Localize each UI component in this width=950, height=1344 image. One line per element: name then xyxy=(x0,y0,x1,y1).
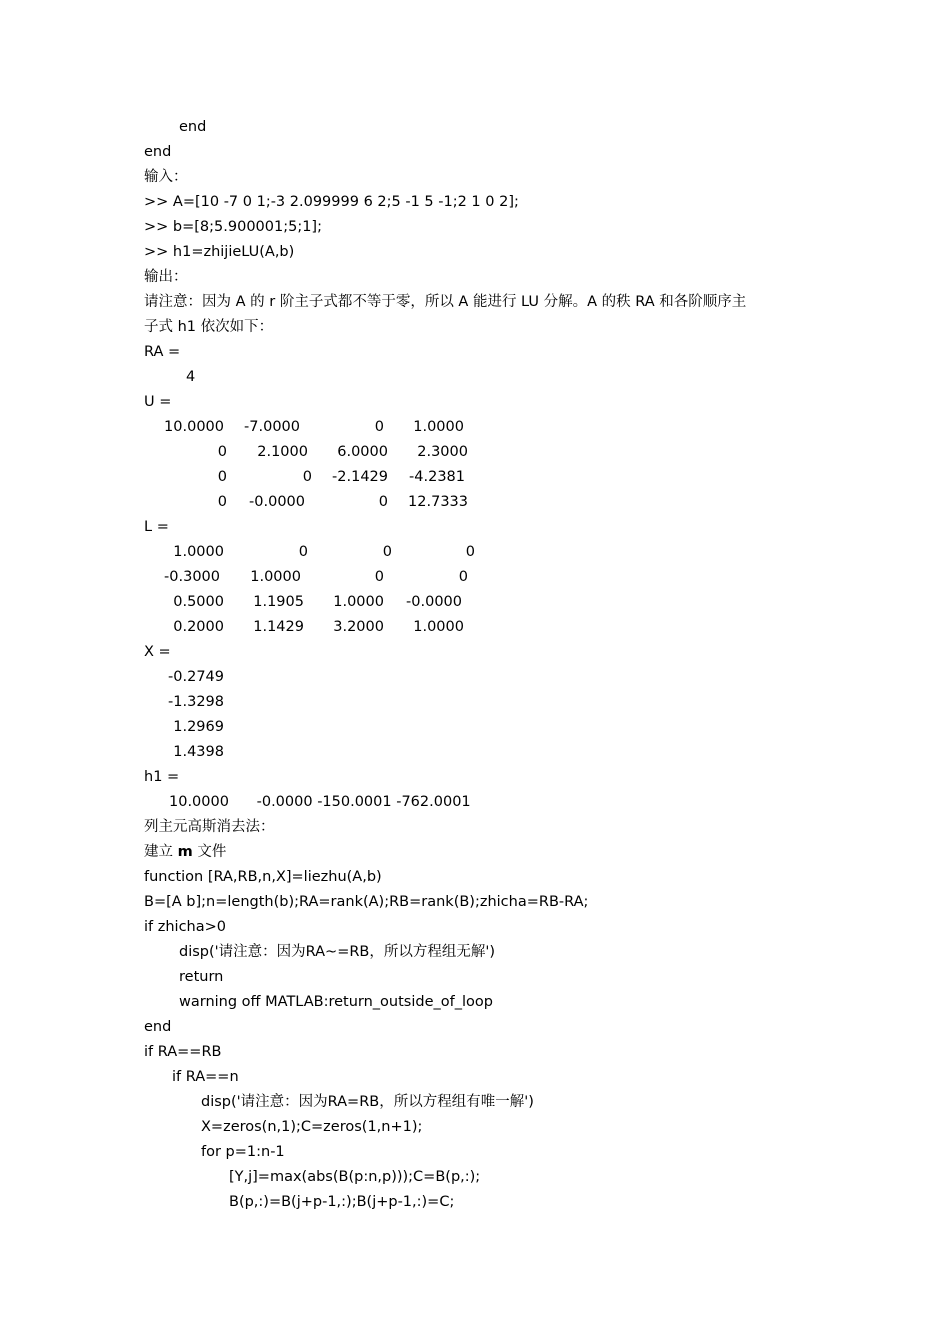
code-line: disp('请注意：因为RA~=RB，所以方程组无解') xyxy=(179,944,496,960)
u-label: U = xyxy=(144,394,172,410)
l-cell: 1.0000 xyxy=(173,544,224,560)
u-cell: 0 xyxy=(374,419,384,435)
input-label: 输入： xyxy=(144,169,188,185)
code-line: end xyxy=(144,1019,172,1035)
l-cell: 0.5000 xyxy=(173,594,224,610)
l-cell: 1.0000 xyxy=(413,619,464,635)
code-line: disp('请注意：因为RA=RB，所以方程组有唯一解') xyxy=(201,1094,534,1110)
l-cell: -0.3000 xyxy=(164,569,220,585)
l-cell: 1.1905 xyxy=(253,594,304,610)
u-cell: -4.2381 xyxy=(409,469,465,485)
code-line: if RA==n xyxy=(172,1069,239,1085)
u-cell: 0 xyxy=(302,469,312,485)
u-cell: 2.3000 xyxy=(417,444,468,460)
l-cell: 0 xyxy=(298,544,308,560)
l-cell: 1.0000 xyxy=(250,569,301,585)
u-cell: 0 xyxy=(217,494,227,510)
h1-values: 10.0000 -0.0000 -150.0001 -762.0001 xyxy=(169,794,471,810)
l-cell: 0.2000 xyxy=(173,619,224,635)
code-end-inner: end xyxy=(179,119,207,135)
code-line: X=zeros(n,1);C=zeros(1,n+1); xyxy=(201,1119,423,1135)
l-cell: 0 xyxy=(458,569,468,585)
command-a: >> A=[10 -7 0 1;-3 2.099999 6 2;5 -1 5 -1;2 1 0 2]; xyxy=(144,194,519,210)
l-cell: 1.1429 xyxy=(253,619,304,635)
x-label: X = xyxy=(144,644,171,660)
command-b: >> b=[8;5.900001;5;1]; xyxy=(144,219,322,235)
note-line-1: 请注意：因为 A 的 r 阶主子式都不等于零，所以 A 能进行 LU 分解。A 的秩 RA 和各阶顺序主 xyxy=(144,294,747,310)
mfile-bold: m xyxy=(177,844,193,860)
output-label: 输出： xyxy=(144,269,188,285)
mfile-line xyxy=(144,840,226,865)
u-cell: 6.0000 xyxy=(337,444,388,460)
u-cell: 10.0000 xyxy=(164,419,224,435)
l-cell: 0 xyxy=(382,544,392,560)
u-cell: 12.7333 xyxy=(408,494,468,510)
command-h1: >> h1=zhijieLU(A,b) xyxy=(144,244,295,260)
code-line: for p=1:n-1 xyxy=(201,1144,285,1160)
code-line: function [RA,RB,n,X]=liezhu(A,b) xyxy=(144,869,382,885)
x-cell: -1.3298 xyxy=(168,694,224,710)
ra-label: RA = xyxy=(144,344,181,360)
section-title: 列主元高斯消去法： xyxy=(144,819,275,835)
l-label: L = xyxy=(144,519,169,535)
u-cell: 0 xyxy=(217,444,227,460)
u-cell: -0.0000 xyxy=(249,494,305,510)
code-line: B=[A b];n=length(b);RA=rank(A);RB=rank(B);zhicha=RB-RA; xyxy=(144,894,589,910)
x-cell: -0.2749 xyxy=(168,669,224,685)
u-cell: 0 xyxy=(378,494,388,510)
l-cell: 0 xyxy=(465,544,475,560)
u-cell: 0 xyxy=(217,469,227,485)
l-cell: -0.0000 xyxy=(406,594,462,610)
code-line: B(p,:)=B(j+p-1,:);B(j+p-1,:)=C; xyxy=(229,1194,455,1210)
ra-value: 4 xyxy=(186,369,196,385)
u-cell: -7.0000 xyxy=(244,419,300,435)
l-cell: 0 xyxy=(374,569,384,585)
u-cell: 2.1000 xyxy=(257,444,308,460)
mfile-post: 文件 xyxy=(192,844,227,860)
u-cell: 1.0000 xyxy=(413,419,464,435)
code-line: if RA==RB xyxy=(144,1044,222,1060)
code-line: return xyxy=(179,969,224,985)
h1-label: h1 = xyxy=(144,769,180,785)
code-line: warning off MATLAB:return_outside_of_loop xyxy=(179,994,493,1010)
l-cell: 3.2000 xyxy=(333,619,384,635)
note-line-2: 子式 h1 依次如下： xyxy=(144,319,274,335)
code-end-outer: end xyxy=(144,144,172,160)
u-cell: -2.1429 xyxy=(332,469,388,485)
code-line: [Y,j]=max(abs(B(p:n,p)));C=B(p,:); xyxy=(229,1169,481,1185)
l-cell: 1.0000 xyxy=(333,594,384,610)
x-cell: 1.2969 xyxy=(173,719,224,735)
code-line: if zhicha>0 xyxy=(144,919,226,935)
x-cell: 1.4398 xyxy=(173,744,224,760)
mfile-pre: 建立 xyxy=(144,844,178,860)
